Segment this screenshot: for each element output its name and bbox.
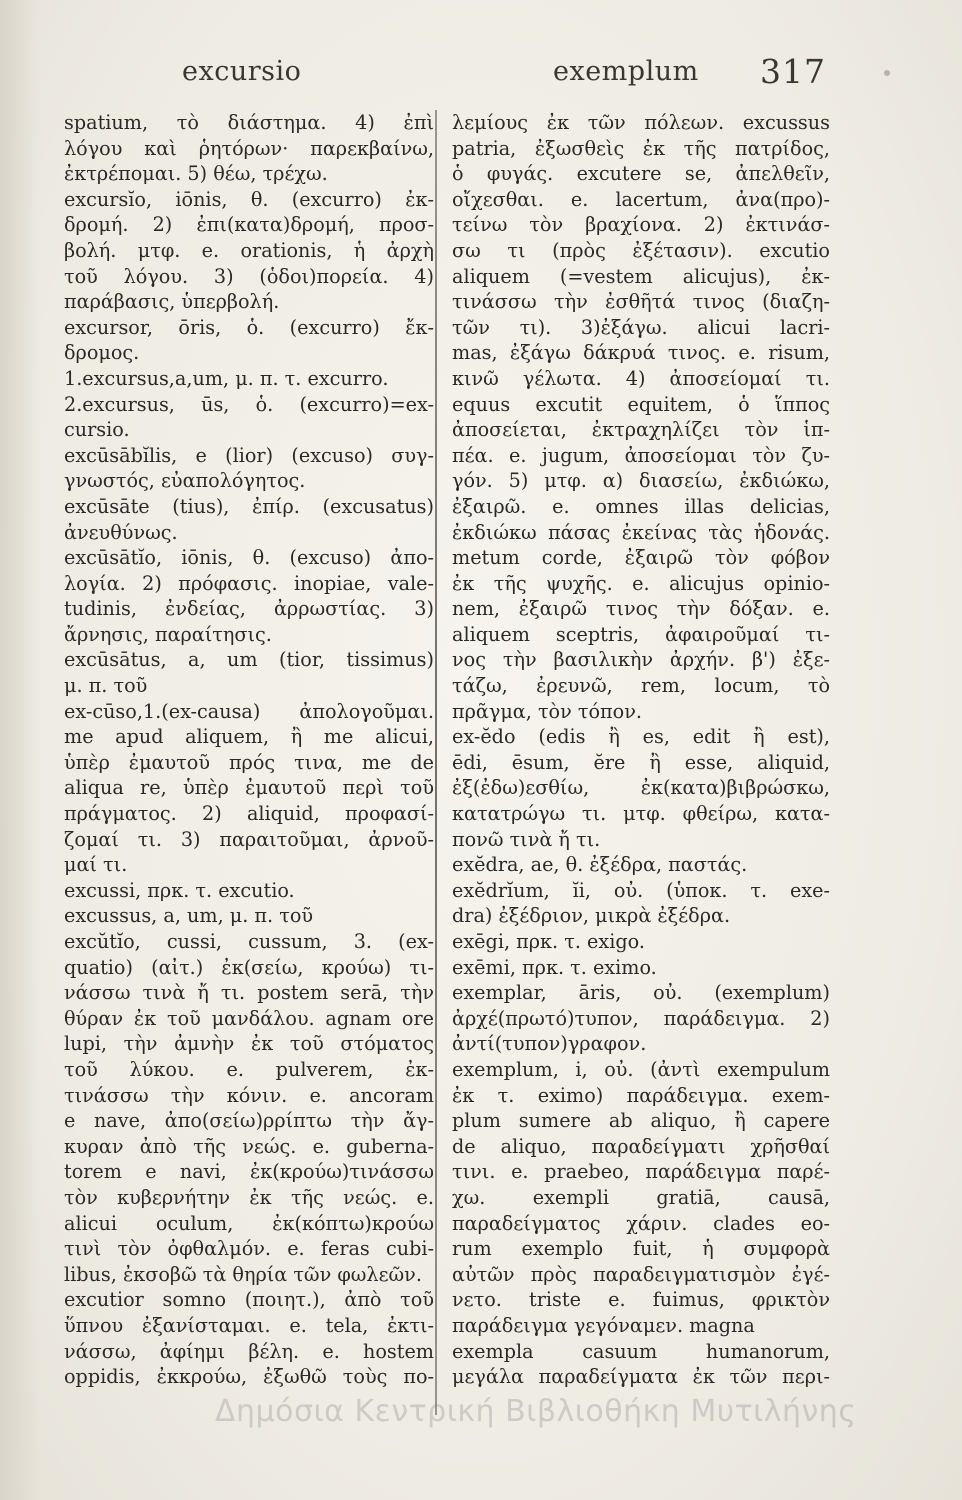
text-line: rum exemplo fuit, ἡ συμφορὰ — [452, 1237, 830, 1261]
text-line: ὁ φυγάς. excutere se, ἀπελθεῖν, — [452, 162, 830, 186]
text-line: κυραν ἀπὸ τῆς νεώς. e. guberna- — [64, 1134, 434, 1158]
text-line: ζομαί τι. 3) παραιτοῦμαι, ἀρνοῦ- — [64, 827, 434, 851]
text-line: patria, ἐξωσθεὶς ἐκ τῆς πατρίδος, — [452, 136, 830, 160]
text-line: excutior somno (ποιητ.), ἀπὸ τοῦ — [64, 1288, 434, 1312]
text-line: tudinis, ἐνδείας, ἀρρωστίας. 3) — [64, 597, 434, 621]
text-line: excūsāte (tius), ἐπίρ. (excusatus) — [64, 494, 434, 518]
text-line: exĕdra, ae, θ. ἐξέδρα, παστάς. — [452, 853, 748, 877]
text-line: 2.excursus, ūs, ὁ. (excurro)=ex- — [64, 392, 434, 416]
text-line: cursio. — [64, 418, 130, 442]
text-line: παράδειγμα γεγόναμεν. magna — [452, 1313, 755, 1337]
right-running-headword: exemplum — [553, 56, 699, 87]
text-line: νος τὴν βασιλικὴν ἀρχήν. β') ἐξε- — [452, 648, 830, 672]
text-line: νάσσω τινὰ ἤ τι. postem serā, τὴν — [64, 981, 434, 1005]
text-line: τείνω τὸν βραχίονα. 2) ἐκτινάσ- — [452, 213, 830, 237]
text-line: ἐκτρέπομαι. 5) θέω, τρέχω. — [64, 162, 328, 186]
text-line: ἀνευθύνως. — [64, 520, 178, 544]
page-number: 317 — [760, 52, 826, 91]
text-line: dra) ἐξέδριον, μικρὰ ἐξέδρα. — [452, 904, 731, 928]
text-line: δρομή. 2) ἐπι(κατα)δρομή, προσ- — [64, 213, 434, 237]
text-line: παραδείγματος χάριν. clades eo- — [452, 1211, 830, 1235]
text-line: lupi, τὴν ἀμνὴν ἐκ τοῦ στόματος — [64, 1032, 434, 1056]
text-line: plum sumere ab aliquo, ἢ capere — [452, 1109, 830, 1133]
text-line: ἀρχέ(πρωτό)τυπον, παράδειγμα. 2) — [452, 1006, 830, 1030]
spine-shadow — [0, 0, 40, 1500]
text-line: quatio) (αἰτ.) ἐκ(σείω, κρούω) τι- — [64, 955, 434, 979]
text-line: aliquem (=vestem alicujus), ἐκ- — [452, 264, 830, 288]
library-watermark: Δημόσια Κεντρική Βιβλιοθήκη Μυτιλήνης — [215, 1394, 857, 1429]
text-line: excussi, πρκ. τ. excutio. — [64, 878, 295, 902]
text-line: exempla casuum humanorum, — [452, 1339, 830, 1363]
text-line: excussus, a, um, μ. π. τοῦ — [64, 904, 314, 928]
text-line: ἐξ(ἐδω)εσθίω, ἐκ(κατα)βιβρώσκω, — [452, 776, 830, 800]
column-divider — [435, 110, 437, 1415]
text-line: alicui oculum, ἐκ(κόπτω)κρούω — [64, 1211, 434, 1235]
text-line: μ. π. τοῦ — [64, 674, 148, 698]
text-line: παράβασις, ὑπερβολή. — [64, 290, 280, 314]
text-line: excūsātus, a, um (tior, tissimus) — [64, 648, 434, 672]
text-line: excursĭo, iōnis, θ. (excurro) ἐκ- — [64, 187, 434, 211]
text-line: libus, ἐκσοβῶ τὰ θηρία τῶν φωλεῶν. — [64, 1262, 422, 1286]
text-line: λεμίους ἐκ τῶν πόλεων. excussus — [452, 111, 830, 134]
text-line: ἀντί(τυπον)γραφον. — [452, 1032, 647, 1056]
left-running-headword: excursio — [182, 56, 302, 87]
text-line: αὐτῶν πρὸς παραδειγματισμὸν ἐγέ- — [452, 1262, 830, 1286]
text-line: oppidis, ἐκκρούω, ἐξωθῶ τοὺς πο- — [64, 1365, 434, 1389]
text-line: πονῶ τινὰ ἤ τι. — [452, 827, 601, 851]
text-line: ἐκ τῆς ψυχῆς. e. alicujus opinio- — [452, 571, 830, 595]
text-line: exemplar, āris, οὐ. (exemplum) — [452, 981, 830, 1005]
text-line: τινὶ τὸν ὀφθαλμόν. e. feras cubi- — [64, 1237, 434, 1261]
text-line: τὸν κυβερνήτην ἐκ τῆς νεώς. e. — [64, 1185, 434, 1209]
text-line: equus excutit equitem, ὁ ἵππος — [452, 392, 830, 416]
text-line: mas, ἐξάγω δάκρυά τινος. e. risum, — [452, 341, 830, 365]
text-line: ἐκ τ. eximo) παράδειγμα. exem- — [452, 1083, 830, 1107]
text-line: exēgi, πρκ. τ. exigo. — [452, 930, 645, 953]
text-line: spatium, τὸ διάστημα. 4) ἐπὶ — [64, 111, 434, 134]
text-line: τάζω, ἐρευνῶ, rem, locum, τὸ — [452, 674, 830, 698]
right-column — [452, 110, 830, 1390]
text-line: κατατρώγω τι. μτφ. φθείρω, κατα- — [452, 802, 830, 826]
text-line: excŭtĭo, cussi, cussum, 3. (ex- — [64, 930, 434, 953]
text-line: τοῦ λύκου. e. pulverem, ἐκ- — [64, 1057, 434, 1081]
text-line: νάσσω, ἀφίημι βέλη. e. hostem — [64, 1339, 434, 1363]
page-header — [0, 52, 962, 102]
text-line: γνωστός, εὐαπολόγητος. — [64, 469, 306, 493]
text-line: ἄρνησις, παραίτησις. — [64, 622, 272, 646]
text-line: exēmi, πρκ. τ. eximo. — [452, 955, 657, 979]
text-line: γόν. 5) μτφ. α) διασείω, ἐκδιώκω, — [452, 469, 830, 493]
text-line: τινάσσω τὴν ἐσθῆτά τινος (διαζη- — [452, 290, 830, 314]
text-line: de aliquo, παραδείγματι χρῆσθαί — [452, 1134, 830, 1158]
left-column — [64, 110, 434, 1390]
text-line: aliqua re, ὑπὲρ ἐμαυτοῦ περὶ τοῦ — [64, 776, 434, 800]
text-line: ex-ĕdo (edis ἢ es, edit ἢ est), — [452, 725, 830, 749]
text-line: ὑπὲρ ἐμαυτοῦ πρός τινα, me de — [64, 750, 434, 774]
text-line: μεγάλα παραδείγματα ἐκ τῶν περι- — [452, 1365, 830, 1389]
text-line: excūsātĭo, iōnis, θ. (excuso) ἀπο- — [64, 546, 434, 570]
text-line: πέα. e. jugum, ἀποσείομαι τὸν ζυ- — [452, 443, 830, 467]
text-line: οἴχεσθαι. e. lacertum, ἀνα(προ)- — [452, 187, 830, 211]
text-line: 1.excursus,a,um, μ. π. τ. excurro. — [64, 366, 389, 390]
text-line: ex-cūso,1.(ex-causa) ἀπολογοῦμαι. — [64, 699, 434, 723]
text-line: τινάσσω τὴν κόνιν. e. ancoram — [64, 1083, 434, 1107]
text-line: σω τι (πρὸς ἐξέτασιν). excutio — [452, 238, 830, 262]
text-line: metum corde, ἐξαιρῶ τὸν φόβον — [452, 546, 830, 570]
text-line: ἀποσείεται, ἐκτραχηλίζει τὸν ἱπ- — [452, 418, 830, 442]
text-line: θύραν ἐκ τοῦ μανδάλου. agnam ore — [64, 1006, 434, 1030]
text-line: aliquem sceptris, ἀφαιροῦμαί τι- — [452, 622, 830, 646]
text-line: ἐξαιρῶ. e. omnes illas delicias, — [452, 494, 830, 518]
text-line: excūsābĭlis, e (lior) (excuso) συγ- — [64, 443, 434, 467]
text-line: me apud aliquem, ἢ me alicui, — [64, 725, 434, 749]
text-line: λογία. 2) πρόφασις. inopiae, vale- — [64, 571, 434, 595]
text-line: τῶν τι). 3)ἐξάγω. alicui lacri- — [452, 315, 830, 339]
text-line: ἐκδιώκω πάσας ἐκείνας τὰς ἡδονάς. — [452, 520, 830, 544]
text-line: ὕπνου ἐξανίσταμαι. e. tela, ἐκτι- — [64, 1313, 434, 1337]
text-line: πράγματος. 2) aliquid, προφασί- — [64, 802, 434, 826]
text-line: τοῦ λόγου. 3) (ὁδοι)πορεία. 4) — [64, 264, 434, 288]
text-line: ēdi, ēsum, ĕre ἢ esse, aliquid, — [452, 750, 830, 774]
text-line: exemplum, i, οὐ. (ἀντὶ exempulum — [452, 1057, 830, 1081]
text-line: μαί τι. — [64, 853, 128, 877]
text-line: e nave, ἀπο(σείω)ρρίπτω τὴν ἄγ- — [64, 1109, 434, 1133]
text-line: λόγου καὶ ῥητόρων· παρεκβαίνω, — [64, 136, 434, 160]
text-line: excursor, ōris, ὁ. (excurro) ἔκ- — [64, 315, 434, 339]
text-line: δρομος. — [64, 341, 140, 365]
text-line: βολή. μτφ. e. orationis, ἡ ἀρχὴ — [64, 238, 434, 262]
text-line: νετο. triste e. fuimus, φρικτὸν — [452, 1288, 830, 1312]
text-line: τινι. e. praebeo, παράδειγμα παρέ- — [452, 1160, 830, 1184]
text-line: χω. exempli gratiā, causā, — [452, 1185, 830, 1209]
text-line: πρᾶγμα, τὸν τόπον. — [452, 699, 642, 723]
text-line: κινῶ γέλωτα. 4) ἀποσείομαί τι. — [452, 366, 830, 390]
text-line: exĕdrĭum, ĭi, οὐ. (ὑποκ. τ. exe- — [452, 878, 830, 902]
text-line: torem e navi, ἐκ(κρούω)τινάσσω — [64, 1160, 434, 1184]
text-line: nem, ἐξαιρῶ τινος τὴν δόξαν. e. — [452, 597, 830, 621]
